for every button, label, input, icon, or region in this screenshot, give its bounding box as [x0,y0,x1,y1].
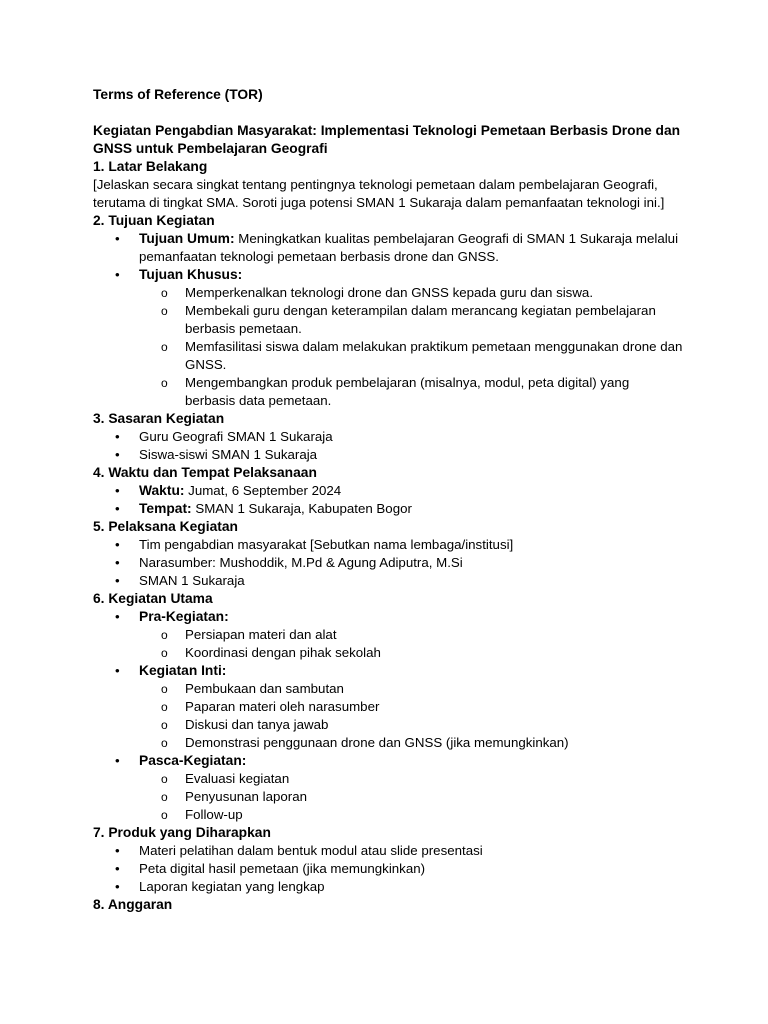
list-item [93,338,683,374]
list-item [93,716,683,734]
section-heading-latar-belakang: 1. Latar Belakang [93,159,208,174]
list-item-text: Paparan materi oleh narasumber [185,699,380,714]
list-item-text: Mengembangkan produk pembelajaran (misalnya, modul, peta digital) yang berbasis data pemetaan. [185,375,630,408]
tempat-value: SMAN 1 Sukaraja, Kabupaten Bogor [191,501,412,516]
kegiatan-utama-list [93,608,683,824]
bullet-icon: • [115,573,120,588]
list-item-text: Membekali guru dengan keterampilan dalam merancang kegiatan pembelajaran berbasis pemetaan. [185,303,656,336]
list-item-text: Pembukaan dan sambutan [185,681,344,696]
sub-bullet-icon: o [161,340,168,354]
bullet-icon: • [115,879,120,894]
waktu-value: Jumat, 6 September 2024 [184,483,342,498]
list-item [93,662,683,752]
list-item-text: Memfasilitasi siswa dalam melakukan praktikum pemetaan menggunakan drone dan GNSS. [185,339,683,372]
bullet-icon: • [115,861,120,876]
tujuan-list [93,230,683,410]
pasca-kegiatan-list [93,770,683,824]
sub-bullet-icon: o [161,772,168,786]
list-item [93,806,683,824]
bullet-icon: • [115,753,120,768]
list-item-text: Guru Geografi SMAN 1 Sukaraja [139,429,333,444]
sub-bullet-icon: o [161,628,168,642]
sub-bullet-icon: o [161,718,168,732]
list-item [93,770,683,788]
waktu-tempat-list [93,482,683,518]
bullet-icon: • [115,483,120,498]
section-heading-kegiatan-utama: 6. Kegiatan Utama [93,591,213,606]
list-item-text: Koordinasi dengan pihak sekolah [185,645,381,660]
bullet-icon: • [115,537,120,552]
list-item-text: Demonstrasi penggunaan drone dan GNSS (jika memungkinkan) [185,735,569,750]
list-item [93,572,683,590]
list-item-text: Peta digital hasil pemetaan (jika memungkinkan) [139,861,426,876]
list-item [93,374,683,410]
bullet-icon: • [115,555,120,570]
list-item [93,554,683,572]
list-item [93,284,683,302]
list-item [93,482,683,500]
list-item-text: Penyusunan laporan [185,789,307,804]
list-item [93,608,683,662]
waktu-label: Waktu: [139,483,185,498]
list-item-text: Laporan kegiatan yang lengkap [139,879,325,894]
list-item [93,752,683,824]
document-page [93,86,683,914]
sub-bullet-icon: o [161,304,168,318]
pra-kegiatan-list [93,626,683,662]
list-item-text: SMAN 1 Sukaraja [139,573,245,588]
sub-bullet-icon: o [161,376,168,390]
sub-bullet-icon: o [161,736,168,750]
section-heading-tujuan: 2. Tujuan Kegiatan [93,213,215,228]
latar-belakang-text: [Jelaskan secara singkat tentang pentingnya teknologi pemetaan dalam pembelajaran Geografi, terutama di tingkat SMA. Soroti juga potensi SMAN 1 Sukaraja dalam pemanfaatan teknologi ini.] [93,177,665,210]
list-item [93,302,683,338]
list-item [93,626,683,644]
list-item [93,842,683,860]
list-item [93,446,683,464]
list-item [93,734,683,752]
list-item-text: Memperkenalkan teknologi drone dan GNSS kepada guru dan siswa. [185,285,594,300]
sasaran-list [93,428,683,464]
kegiatan-inti-label: Kegiatan Inti: [139,663,227,678]
bullet-icon: • [115,447,120,462]
sub-bullet-icon: o [161,682,168,696]
bullet-icon: • [115,663,120,678]
bullet-icon: • [115,267,120,282]
list-item [93,266,683,410]
list-item [93,860,683,878]
section-heading-waktu-tempat: 4. Waktu dan Tempat Pelaksanaan [93,465,317,480]
list-item-text: Tim pengabdian masyarakat [Sebutkan nama lembaga/institusi] [139,537,514,552]
list-item-text: Siswa-siswi SMAN 1 Sukaraja [139,447,318,462]
bullet-icon: • [115,231,120,246]
pelaksana-list [93,536,683,590]
document-title: Terms of Reference (TOR) [93,87,263,102]
section-heading-sasaran: 3. Sasaran Kegiatan [93,411,225,426]
sub-bullet-icon: o [161,646,168,660]
section-heading-pelaksana: 5. Pelaksana Kegiatan [93,519,238,534]
sub-bullet-icon: o [161,700,168,714]
list-item [93,500,683,518]
tujuan-umum-text: Meningkatkan kualitas pembelajaran Geografi di SMAN 1 Sukaraja melalui pemanfaatan teknologi pemetaan berbasis drone dan GNSS. [139,231,679,264]
tujuan-khusus-label: Tujuan Khusus: [139,267,243,282]
sub-bullet-icon: o [161,286,168,300]
kegiatan-inti-list [93,680,683,752]
bullet-icon: • [115,843,120,858]
sub-bullet-icon: o [161,790,168,804]
document-subject: Kegiatan Pengabdian Masyarakat: Implementasi Teknologi Pemetaan Berbasis Drone dan GNSS untuk Pembelajaran Geografi [93,123,681,156]
produk-list [93,842,683,896]
list-item [93,230,683,266]
list-item-text: Evaluasi kegiatan [185,771,290,786]
section-heading-produk: 7. Produk yang Diharapkan [93,825,271,840]
list-item [93,536,683,554]
tempat-label: Tempat: [139,501,192,516]
list-item-text: Follow-up [185,807,243,822]
pasca-kegiatan-label: Pasca-Kegiatan: [139,753,247,768]
pra-kegiatan-label: Pra-Kegiatan: [139,609,229,624]
tujuan-khusus-list [93,284,683,410]
list-item-text: Persiapan materi dan alat [185,627,337,642]
list-item-text: Diskusi dan tanya jawab [185,717,329,732]
bullet-icon: • [115,429,120,444]
bullet-icon: • [115,609,120,624]
tujuan-umum-label: Tujuan Umum: [139,231,235,246]
list-item [93,644,683,662]
sub-bullet-icon: o [161,808,168,822]
list-item [93,680,683,698]
list-item [93,698,683,716]
list-item [93,788,683,806]
list-item-text: Materi pelatihan dalam bentuk modul atau slide presentasi [139,843,483,858]
section-heading-anggaran: 8. Anggaran [93,897,173,912]
list-item [93,428,683,446]
list-item-text: Narasumber: Mushoddik, M.Pd & Agung Adiputra, M.Si [139,555,463,570]
list-item [93,878,683,896]
bullet-icon: • [115,501,120,516]
